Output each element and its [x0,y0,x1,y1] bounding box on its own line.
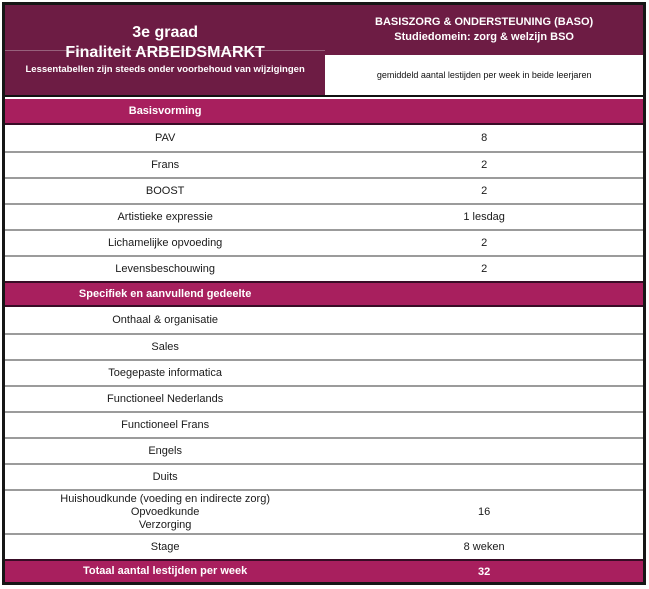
section-header-row [5,99,643,125]
subject-cell: Toegepaste informatica [108,366,222,379]
subject-cell: Lichamelijke opvoeding [107,236,223,249]
total-row [5,559,643,582]
subject-line: Opvoedkunde [130,505,200,518]
header-program-block [325,5,643,95]
disclaimer-text: Lessentabellen zijn steeds onder voorbehoud van wijzigingen [25,64,305,75]
lesson-table-body [5,99,643,582]
subject-cell: Levensbeschouwing [115,262,215,275]
subject-cell: PAV [154,131,176,144]
header-divider-line [5,50,325,51]
header-grade-block [5,5,325,95]
subject-cell: Specifiek en aanvullend gedeelte [78,287,252,300]
subject-cell: Totaal aantal lestijden per week [83,565,248,577]
page-header [5,5,643,97]
subject-cell: Basisvorming [128,104,202,117]
column-description-cell [325,55,643,95]
subject-cell: Onthaal & organisatie [112,313,219,326]
value-cell: 8 [481,132,488,144]
table-row [5,489,643,533]
subject-cell: Frans [151,158,180,171]
table-row [5,385,643,411]
value-cell: 2 [481,237,488,249]
finality-title: Finaliteit ARBEIDSMARKT [65,44,265,61]
program-title-cell [325,5,643,55]
subject-cell: Sales [151,340,179,353]
subject-cell: Functioneel Frans [121,418,210,431]
value-cell: 1 lesdag [463,211,505,223]
table-row [5,463,643,489]
column-description: gemiddeld aantal lestijden per week in beide leerjaren [376,70,592,80]
subject-cell: Artistieke expressie [117,210,213,223]
subject-cell: Engels [148,444,182,457]
section-header-row [5,281,643,307]
subject-cell: BOOST [145,184,185,197]
value-cell: 2 [481,263,488,275]
table-row [5,203,643,229]
table-row [5,307,643,333]
table-row [5,333,643,359]
table-row [5,411,643,437]
table-row [5,359,643,385]
value-cell: 32 [478,565,491,578]
value-cell: 16 [478,506,491,518]
subject-cell: Functioneel Nederlands [107,392,224,405]
program-title: BASISZORG & ONDERSTEUNING (BASO) [375,16,594,28]
study-domain: Studiedomein: zorg & welzijn BSO [394,31,574,43]
subject-cell: Duits [152,470,178,483]
subject-line: Verzorging [138,518,192,531]
table-row [5,177,643,203]
table-frame [2,2,646,585]
table-row [5,125,643,151]
value-cell: 8 weken [463,541,505,553]
table-row [5,151,643,177]
subject-cell [5,493,325,532]
grade-title: 3e graad [132,24,199,41]
subject-cell: Stage [150,540,180,553]
table-row [5,533,643,559]
value-cell: 2 [481,185,488,197]
subject-line: Huishoudkunde (voeding en indirecte zorg) [60,492,270,505]
table-row [5,437,643,463]
table-row [5,255,643,281]
table-row [5,229,643,255]
value-cell: 2 [481,159,488,171]
